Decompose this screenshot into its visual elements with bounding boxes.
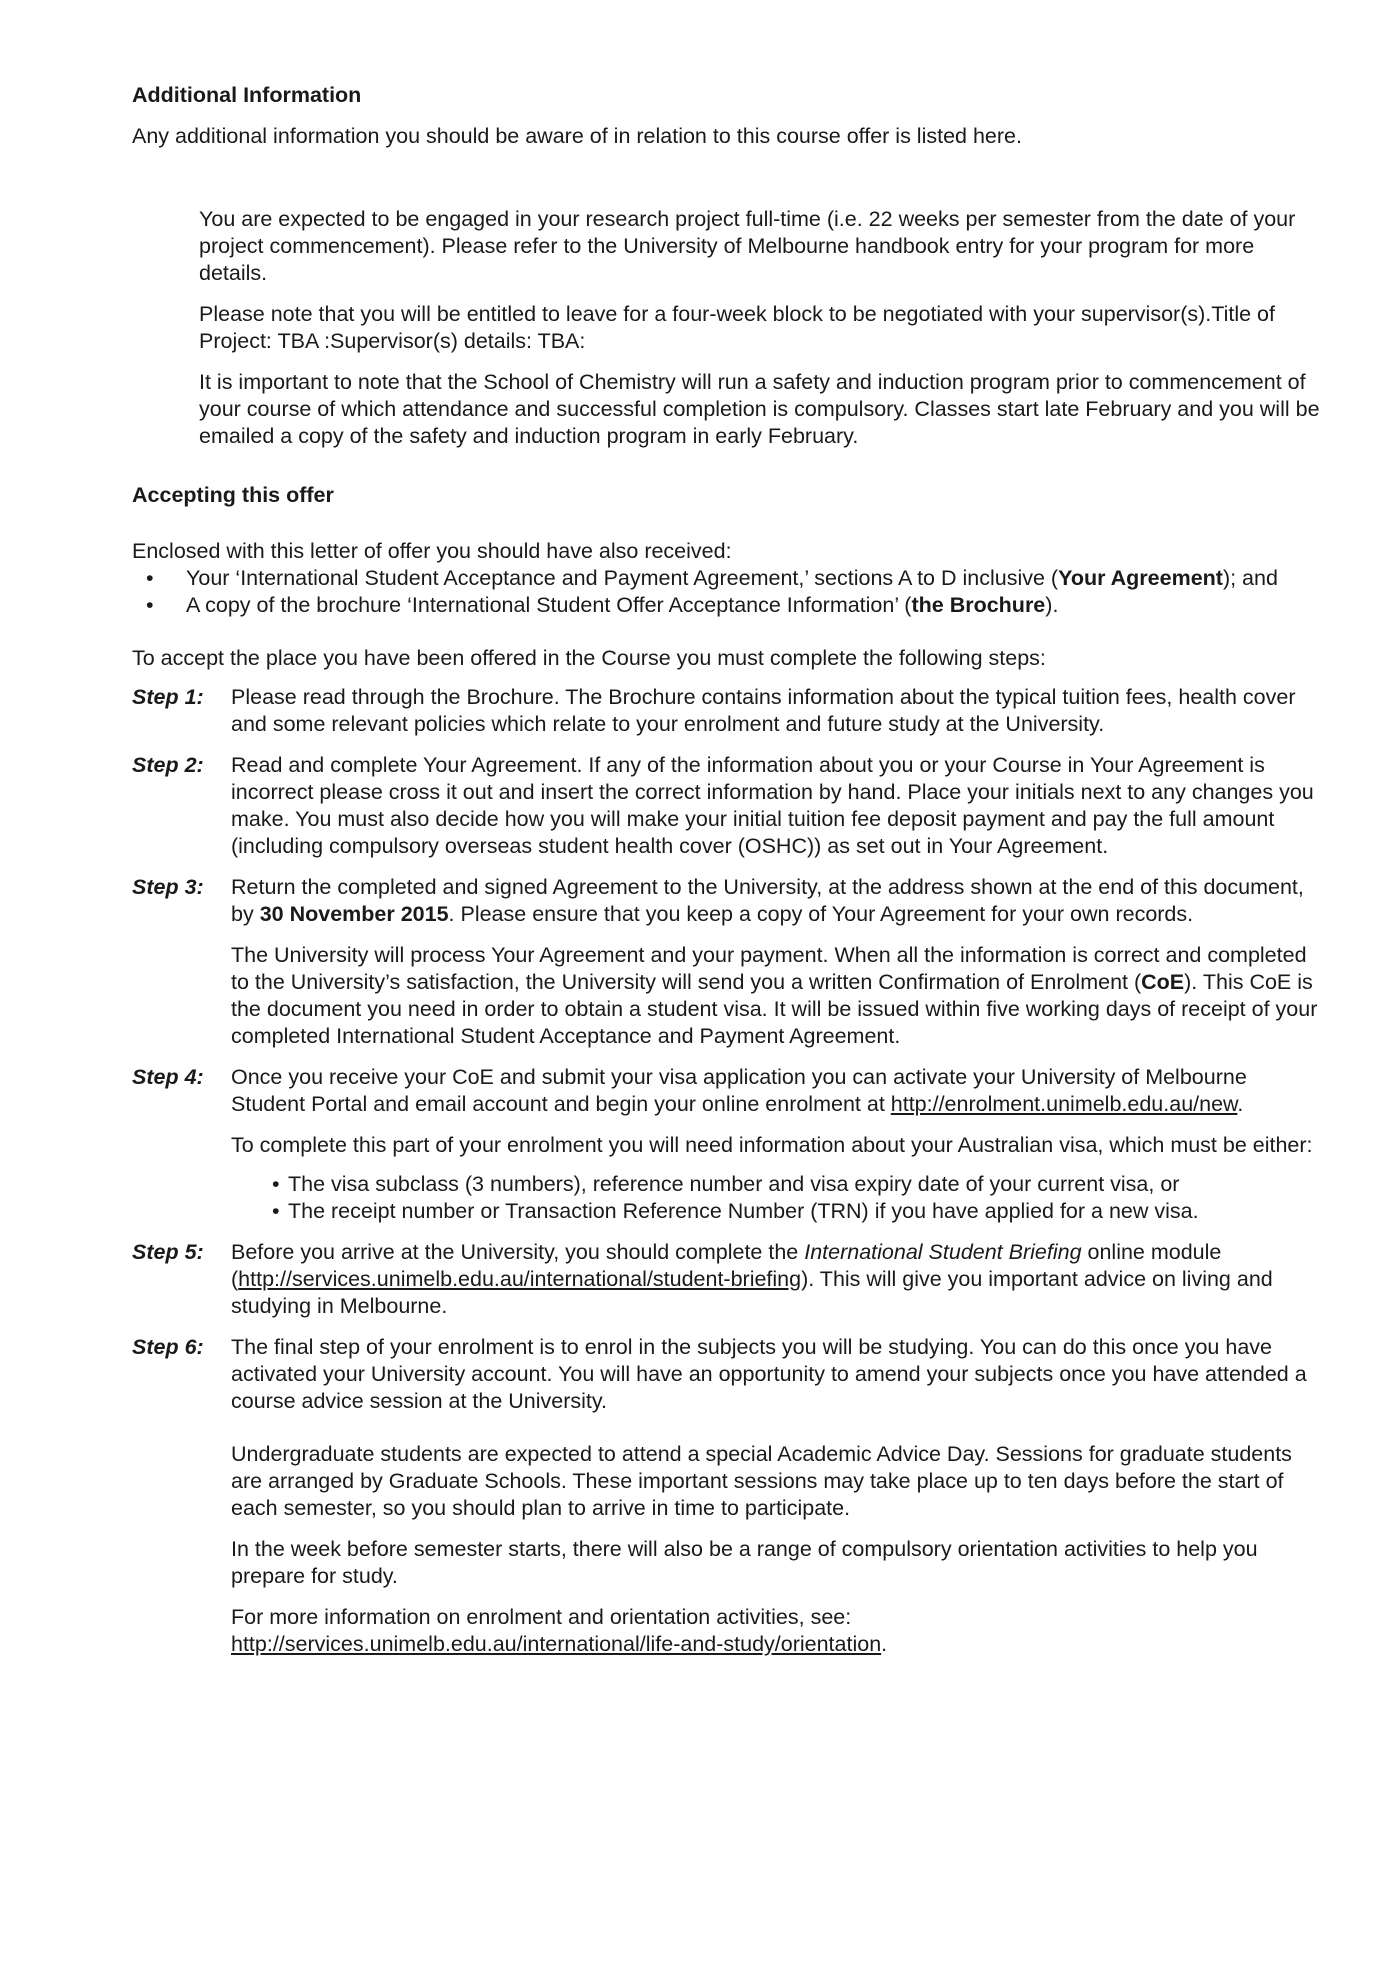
list-item: • Your ‘International Student Acceptance and Payment Agreement,’ sections A to D inclusive (Your Agreement); and xyxy=(132,565,1322,592)
step-1 xyxy=(132,684,1322,738)
step-body xyxy=(231,1334,1322,1658)
step-2 xyxy=(132,752,1322,860)
step-body xyxy=(231,874,1322,1050)
student-briefing-link[interactable]: http://services.unimelb.edu.au/international/student-briefing xyxy=(238,1267,802,1291)
additional-information-block xyxy=(199,206,1322,450)
step-label: Step 5: xyxy=(132,1240,204,1264)
enclosed-documents-list xyxy=(132,565,1322,619)
step-text: Before you arrive at the University, you should complete the International Student Briefing online module (http://services.unimelb.edu.au/international/student-briefing). This will give you important advice on living and studying in Melbourne. xyxy=(231,1240,1273,1318)
step-4 xyxy=(132,1064,1322,1225)
offer-letter-page xyxy=(132,82,1322,1658)
accepting-offer-heading: Accepting this offer xyxy=(132,483,334,507)
steps-intro: To accept the place you have been offered in the Course you must complete the following steps: xyxy=(132,646,1046,670)
orientation-paragraph: In the week before semester starts, there will also be a range of compulsory orientation activities to help you prepare for study. xyxy=(231,1537,1258,1588)
leave-paragraph: Please note that you will be entitled to leave for a four-week block to be negotiated with your supervisor(s).Title of Project: TBA :Supervisor(s) details: TBA: xyxy=(199,302,1275,353)
coe-paragraph: The University will process Your Agreement and your payment. When all the information is correct and completed to the University’s satisfaction, the University will send you a written Confirmation of Enrolment (CoE). This CoE is the document you need in order to obtain a student visa. It will be issued within five working days of receipt of your completed International Student Acceptance and Payment Agreement. xyxy=(231,943,1318,1048)
step-body xyxy=(231,1239,1322,1320)
orientation-link[interactable]: http://services.unimelb.edu.au/international/life-and-study/orientation xyxy=(231,1632,882,1656)
step-label: Step 1: xyxy=(132,685,204,709)
step-label: Step 4: xyxy=(132,1065,204,1089)
visa-info-paragraph: To complete this part of your enrolment you will need information about your Australian visa, which must be either: xyxy=(231,1133,1313,1157)
step-text: Once you receive your CoE and submit your visa application you can activate your University of Melbourne Student Portal and email account and begin your online enrolment at http://enrolment.unimelb.edu.au/new. xyxy=(231,1065,1247,1116)
step-label: Step 6: xyxy=(132,1335,204,1359)
additional-information-intro: Any additional information you should be aware of in relation to this course offer is listed here. xyxy=(132,124,1022,148)
step-label: Step 2: xyxy=(132,753,204,777)
research-fulltime-paragraph: You are expected to be engaged in your research project full-time (i.e. 22 weeks per semester from the date of your project commencement). Please refer to the University of Melbourne handbook entry for your program for more details. xyxy=(199,207,1296,285)
step-body xyxy=(231,684,1322,738)
enclosed-paragraph: Enclosed with this letter of offer you should have also received: xyxy=(132,539,732,563)
step-label: Step 3: xyxy=(132,875,204,899)
more-info-paragraph: For more information on enrolment and orientation activities, see: http://services.unimelb.edu.au/international/life-and-study/orientation. xyxy=(231,1605,888,1656)
step-3 xyxy=(132,874,1322,1050)
visa-info-list xyxy=(231,1171,1322,1225)
list-item: • A copy of the brochure ‘International Student Offer Acceptance Information’ (the Brochure). xyxy=(132,592,1322,619)
safety-induction-paragraph: It is important to note that the School of Chemistry will run a safety and induction program prior to commencement of your course of which attendance and successful completion is compulsory. Classes start late February and you will be emailed a copy of the safety and induction program in early February. xyxy=(199,370,1320,448)
step-text: The final step of your enrolment is to enrol in the subjects you will be studying. You can do this once you have activated your University account. You will have an opportunity to amend your subjects once you have attended a course advice session at the University. xyxy=(231,1335,1307,1413)
step-text: Return the completed and signed Agreement to the University, at the address shown at the end of this document, by 30 November 2015. Please ensure that you keep a copy of Your Agreement for your own records. xyxy=(231,875,1304,926)
list-item: • The visa subclass (3 numbers), reference number and visa expiry date of your current visa, or xyxy=(231,1171,1322,1198)
accepting-offer-section xyxy=(132,482,1322,1658)
step-body xyxy=(231,752,1322,860)
list-item: • The receipt number or Transaction Reference Number (TRN) if you have applied for a new visa. xyxy=(231,1198,1322,1225)
academic-advice-paragraph: Undergraduate students are expected to attend a special Academic Advice Day. Sessions for graduate students are arranged by Graduate Schools. These important sessions may take place up to ten days before the start of each semester, so you should plan to arrive in time to participate. xyxy=(231,1442,1292,1520)
step-text: Please read through the Brochure. The Brochure contains information about the typical tuition fees, health cover and some relevant policies which relate to your enrolment and future study at the University. xyxy=(231,685,1296,736)
step-5 xyxy=(132,1239,1322,1320)
enrolment-link[interactable]: http://enrolment.unimelb.edu.au/new xyxy=(890,1092,1238,1116)
step-6 xyxy=(132,1334,1322,1658)
step-body xyxy=(231,1064,1322,1225)
step-text: Read and complete Your Agreement. If any of the information about you or your Course in Your Agreement is incorrect please cross it out and insert the correct information by hand. Place your initials next to any changes you make. You must also decide how you will make your initial tuition fee deposit payment and pay the full amount (including compulsory overseas student health cover (OSHC)) as set out in Your Agreement. xyxy=(231,753,1314,858)
additional-information-heading: Additional Information xyxy=(132,83,362,107)
